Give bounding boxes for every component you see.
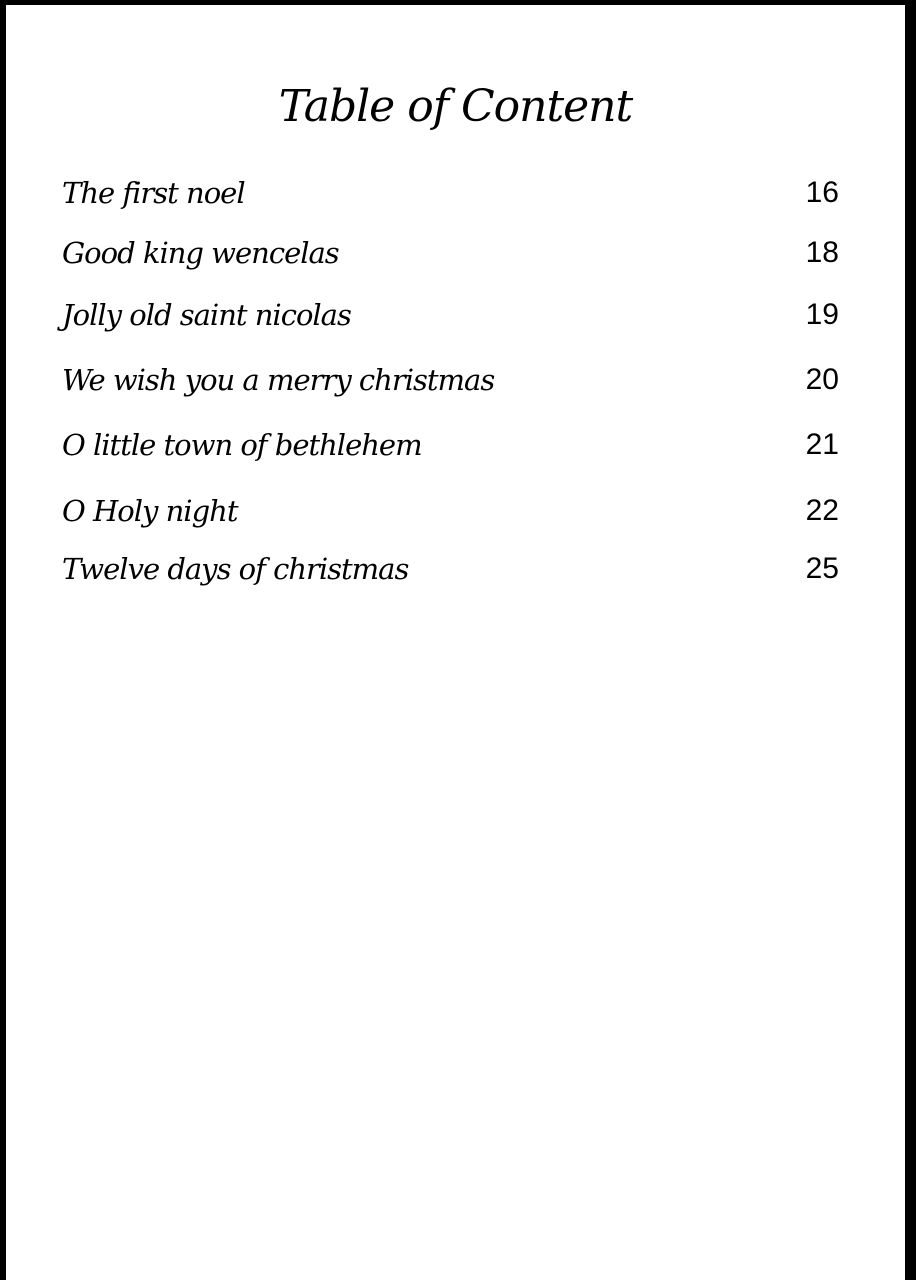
toc-entry-page-number: 18 [805,236,839,269]
toc-entry-title: The first noel [62,176,245,210]
toc-entry-page-number: 19 [805,298,839,331]
toc-entry-page-number: 25 [805,552,839,585]
toc-entry-title: Good king wencelas [62,236,339,270]
toc-entry [6,423,905,467]
document-page [6,5,905,1280]
toc-entry-page-number: 16 [805,176,839,209]
toc-entry-title: O little town of bethlehem [62,428,422,462]
toc-entry-title: Twelve days of christmas [62,552,409,586]
toc-entry-title: O Holy night [62,494,238,528]
toc-entry [6,358,905,402]
toc-entry-page-number: 22 [805,494,839,527]
toc-entry [6,293,905,337]
toc-entry-page-number: 20 [805,363,839,396]
toc-entry [6,171,905,215]
toc-entry-title: Jolly old saint nicolas [62,298,351,332]
toc-entry [6,547,905,591]
toc-entry [6,231,905,275]
page-title: Table of Content [278,81,633,132]
toc-entry-title: We wish you a merry christmas [62,363,495,397]
toc-entry [6,489,905,533]
toc-entry-page-number: 21 [805,428,839,461]
